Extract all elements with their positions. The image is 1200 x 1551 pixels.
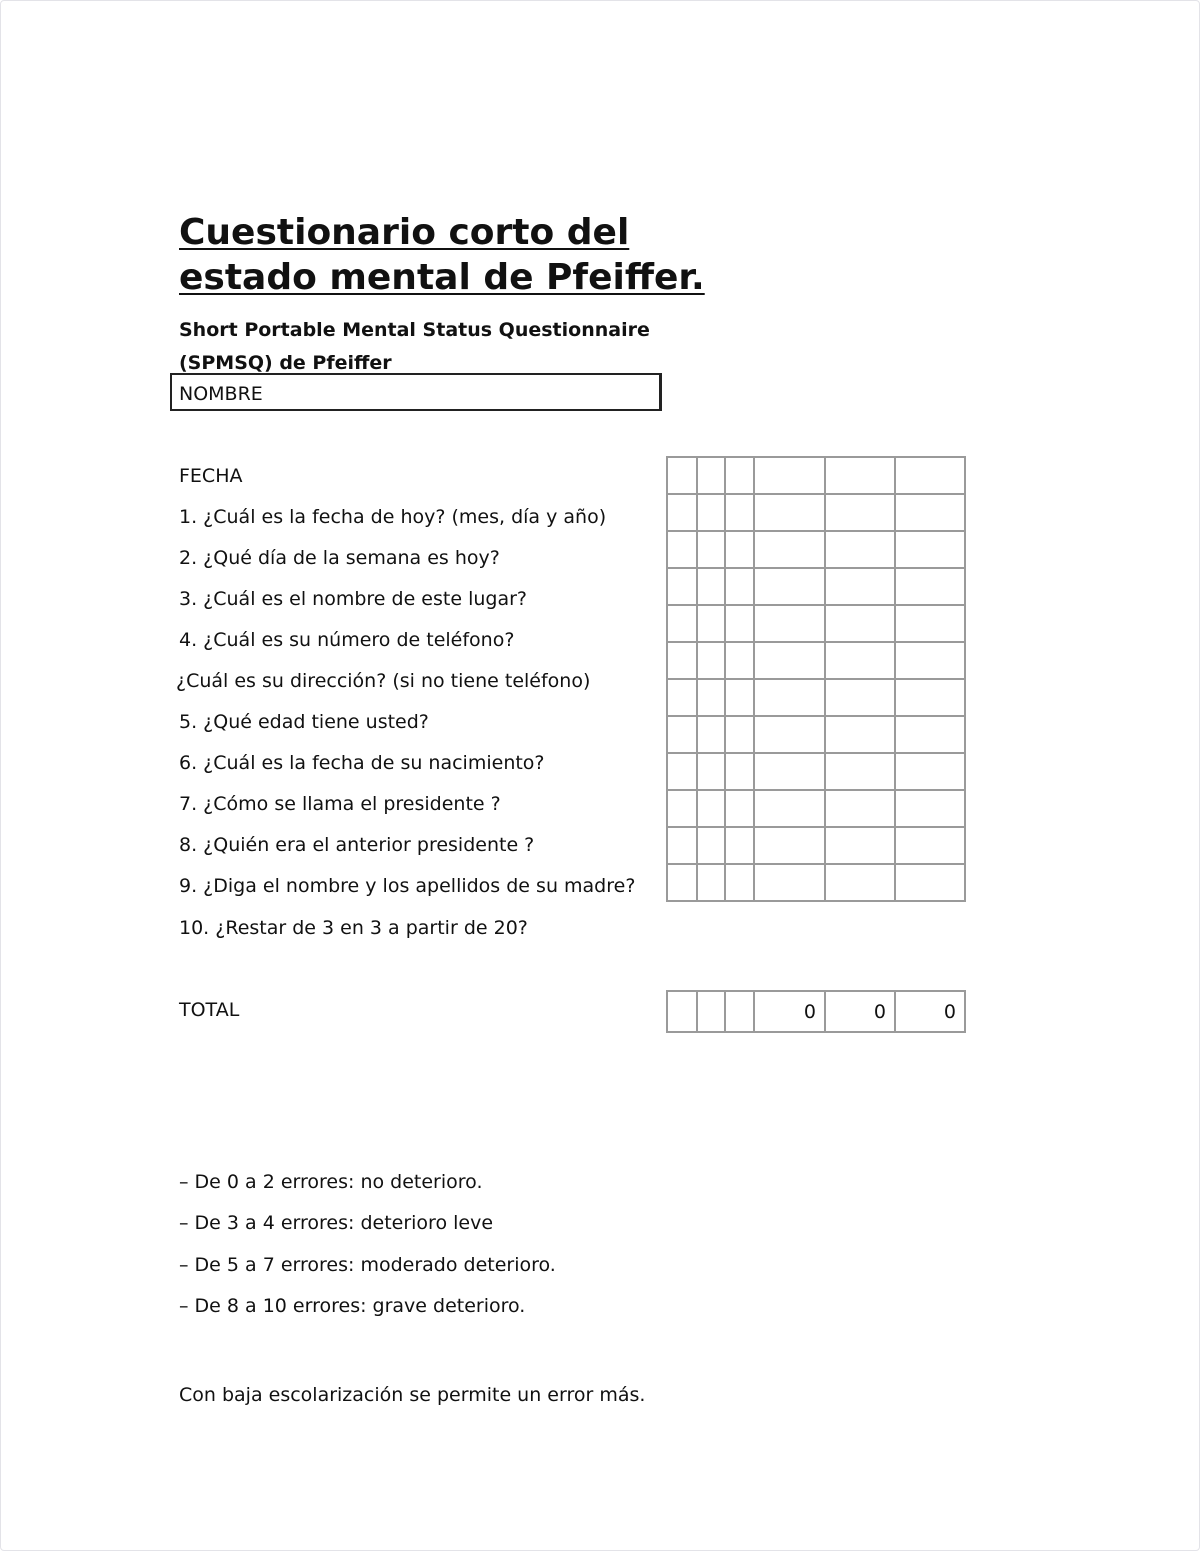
scale-item: – De 3 a 4 errores: deterioro leve [179,1212,494,1235]
grid-cell[interactable] [667,568,697,605]
grid-row [667,716,965,753]
grid-cell[interactable] [754,790,825,827]
grid-cell[interactable] [697,457,725,494]
grid-cell[interactable] [697,679,725,716]
question-label: 2. ¿Qué día de la semana es hoy? [179,547,500,569]
grid-cell[interactable] [667,679,697,716]
grid-cell[interactable] [895,827,965,864]
grid-cell[interactable] [895,605,965,642]
grid-cell[interactable] [697,716,725,753]
grid-cell[interactable] [697,753,725,790]
grid-cell[interactable] [754,605,825,642]
grid-cell[interactable] [895,642,965,679]
grid-cell[interactable] [895,457,965,494]
grid-row [667,642,965,679]
grid-cell[interactable] [895,753,965,790]
grid-row [667,494,965,531]
grid-cell[interactable] [667,716,697,753]
grid-cell[interactable] [754,568,825,605]
name-label: NOMBRE [179,383,263,405]
grid-cell[interactable] [825,568,895,605]
question-label: 10. ¿Restar de 3 en 3 a partir de 20? [179,917,528,939]
grid-cell[interactable] [825,679,895,716]
total-grid [666,990,966,1033]
total-cell[interactable] [667,991,697,1032]
grid-cell[interactable] [825,494,895,531]
grid-cell[interactable] [754,716,825,753]
grid-row [667,531,965,568]
grid-cell[interactable] [825,642,895,679]
total-cell[interactable]: 0 [895,991,965,1032]
grid-cell[interactable] [895,716,965,753]
grid-cell[interactable] [725,605,754,642]
grid-cell[interactable] [667,642,697,679]
grid-cell[interactable] [667,494,697,531]
total-cell[interactable]: 0 [825,991,895,1032]
scale-item: – De 0 a 2 errores: no deterioro. [179,1171,483,1193]
grid-cell[interactable] [667,605,697,642]
grid-row [667,457,965,494]
grid-cell[interactable] [895,494,965,531]
grid-cell[interactable] [667,864,697,901]
grid-cell[interactable] [825,457,895,494]
grid-cell[interactable] [825,753,895,790]
total-cell[interactable] [725,991,754,1032]
grid-cell[interactable] [667,753,697,790]
grid-cell[interactable] [725,531,754,568]
grid-cell[interactable] [754,827,825,864]
grid-cell[interactable] [825,827,895,864]
grid-row [667,753,965,790]
grid-cell[interactable] [667,457,697,494]
scoring-scale [179,1162,556,1327]
total-cell[interactable] [697,991,725,1032]
date-label: FECHA [179,465,243,487]
grid-cell[interactable] [667,531,697,568]
grid-cell[interactable] [697,642,725,679]
document-title: Cuestionario corto del estado mental de Pfeiffer. [179,212,705,298]
grid-row [667,827,965,864]
name-field[interactable] [170,373,662,411]
question-label: 4. ¿Cuál es su número de teléfono? [179,629,515,651]
scale-item: – De 5 a 7 errores: moderado deterioro. [179,1253,556,1276]
grid-cell[interactable] [754,679,825,716]
grid-cell[interactable] [825,716,895,753]
grid-cell[interactable] [825,864,895,901]
grid-cell[interactable] [697,605,725,642]
total-row [667,991,965,1032]
grid-cell[interactable] [725,679,754,716]
grid-cell[interactable] [895,568,965,605]
grid-cell[interactable] [725,790,754,827]
grid-cell[interactable] [725,568,754,605]
grid-cell[interactable] [754,753,825,790]
grid-cell[interactable] [697,494,725,531]
grid-cell[interactable] [667,790,697,827]
grid-cell[interactable] [667,827,697,864]
total-label: TOTAL [179,999,240,1021]
grid-cell[interactable] [895,531,965,568]
grid-row [667,679,965,716]
question-label: 9. ¿Diga el nombre y los apellidos de su madre? [179,875,636,897]
grid-cell[interactable] [895,679,965,716]
grid-cell[interactable] [725,716,754,753]
question-label: 7. ¿Cómo se llama el presidente ? [179,793,501,815]
question-label: 5. ¿Qué edad tiene usted? [179,711,429,733]
grid-cell[interactable] [825,790,895,827]
grid-cell[interactable] [725,827,754,864]
education-note: Con baja escolarización se permite un error más. [179,1384,646,1406]
document-subtitle: Short Portable Mental Status Questionnaire (SPMSQ) de Pfeiffer [179,319,650,374]
question-label: 8. ¿Quién era el anterior presidente ? [179,834,535,856]
grid-cell[interactable] [697,531,725,568]
grid-cell[interactable] [825,531,895,568]
grid-cell[interactable] [754,864,825,901]
grid-cell[interactable] [725,457,754,494]
question-label: 1. ¿Cuál es la fecha de hoy? (mes, día y año) [179,506,607,528]
answer-grid [666,456,966,902]
grid-cell[interactable] [895,790,965,827]
grid-cell[interactable] [697,827,725,864]
grid-cell[interactable] [725,864,754,901]
question-label: 6. ¿Cuál es la fecha de su nacimiento? [179,752,545,774]
grid-cell[interactable] [697,568,725,605]
grid-cell[interactable] [725,494,754,531]
grid-cell[interactable] [754,531,825,568]
grid-row [667,790,965,827]
question-label: ¿Cuál es su dirección? (si no tiene teléfono) [176,670,591,692]
grid-cell[interactable] [697,790,725,827]
grid-cell[interactable] [754,457,825,494]
scale-item: – De 8 a 10 errores: grave deterioro. [179,1294,526,1317]
grid-row [667,864,965,901]
grid-cell[interactable] [725,642,754,679]
grid-cell[interactable] [895,864,965,901]
grid-row [667,605,965,642]
question-label: 3. ¿Cuál es el nombre de este lugar? [179,588,527,610]
grid-cell[interactable] [825,605,895,642]
grid-cell[interactable] [697,864,725,901]
grid-cell[interactable] [754,494,825,531]
total-cell[interactable]: 0 [754,991,825,1032]
grid-cell[interactable] [725,753,754,790]
grid-row [667,568,965,605]
grid-cell[interactable] [754,642,825,679]
